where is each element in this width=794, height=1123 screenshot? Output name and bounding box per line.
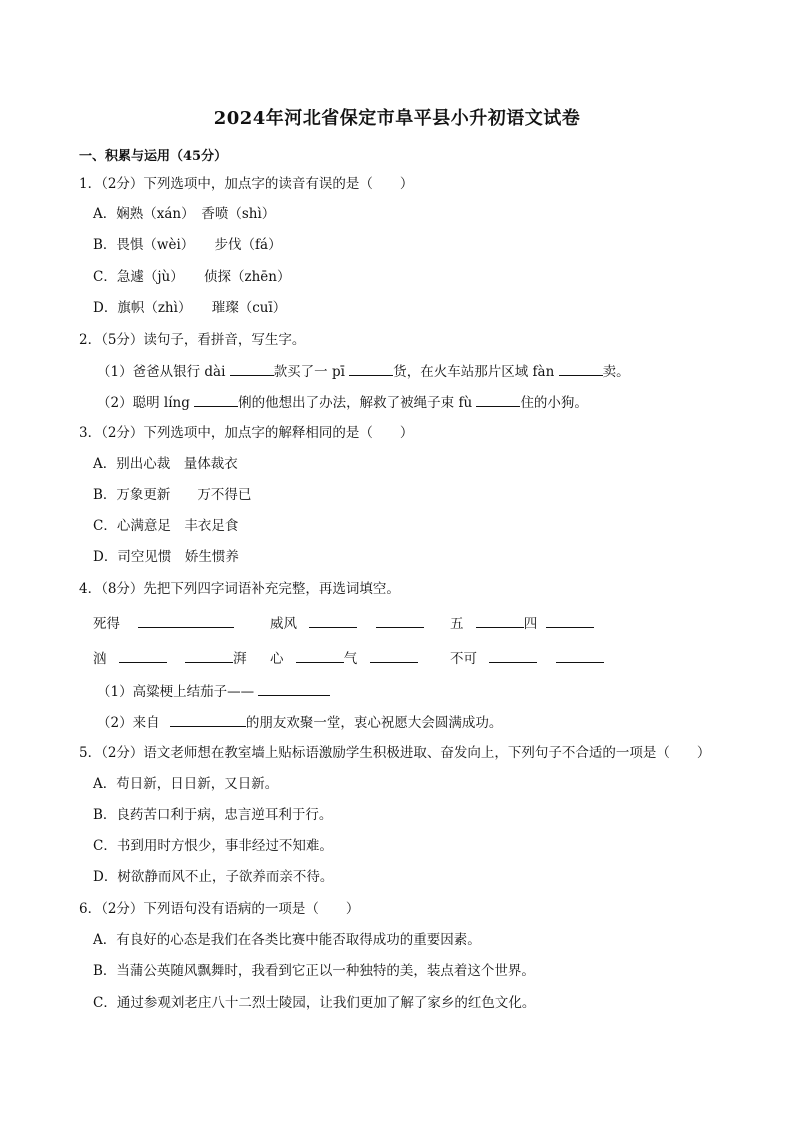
question-1-stem: 1．（2分）下列选项中，加点字的读音有误的是（ ）: [79, 176, 414, 192]
question-6-option-c: C．通过参观刘老庄八十二烈士陵园，让我们更加了解了家乡的红色文化。: [93, 995, 536, 1011]
answer-blank[interactable]: [489, 649, 537, 663]
question-2-stem: 2．（5分）读句子，看拼音，写生字。: [79, 332, 306, 348]
idiom-text: 四: [523, 616, 538, 632]
question-3-option-c: C．心满意足 丰衣足食: [93, 518, 239, 534]
question-1-option-a: A．娴熟（xán） 香喷（shì）: [93, 206, 276, 222]
answer-blank[interactable]: [296, 649, 344, 663]
question-5-option-d: D．树欲静而风不止，子欲养而亲不待。: [93, 869, 334, 885]
question-3-option-d: D．司空见惯 娇生惯养: [93, 549, 239, 565]
answer-blank[interactable]: [349, 362, 393, 376]
question-5-option-c: C．书到用时方恨少，事非经过不知难。: [93, 838, 333, 854]
text: 住的小狗。: [520, 395, 588, 411]
text: （2）聪明 líng: [97, 395, 190, 411]
idiom-row-1c: [450, 614, 594, 633]
answer-blank[interactable]: [376, 614, 424, 628]
question-2-sentence-2: [97, 393, 588, 412]
idiom-text: 汹: [93, 651, 107, 667]
page-title: 2024年河北省保定市阜平县小升初语文试卷: [213, 108, 581, 129]
text: 卖。: [602, 364, 630, 380]
answer-blank[interactable]: [546, 614, 594, 628]
idiom-row-1b: [270, 614, 424, 633]
idiom-row-2c: [450, 649, 604, 668]
question-1-option-c: C．急遽（jù） 侦探（zhēn）: [93, 269, 291, 285]
question-4-stem: 4．（8分）先把下列四字词语补充完整，再选词填空。: [79, 581, 400, 597]
question-5-stem: 5．（2分）语文老师想在教室墙上贴标语激励学生积极进取、奋发向上，下列句子不合适的一项是（ ）: [79, 745, 711, 761]
question-6-stem: 6．（2分）下列语句没有语病的一项是（ ）: [79, 901, 360, 917]
idiom-text: 不可: [450, 651, 477, 667]
text: 俐的他想出了办法，解救了被绳子束 fù: [238, 395, 473, 411]
question-4-sentence-2: [97, 713, 502, 732]
question-5-option-a: A．苟日新，日日新，又日新。: [93, 776, 279, 792]
question-4-sentence-1: [97, 682, 330, 701]
idiom-text: 威风: [270, 616, 297, 632]
answer-blank[interactable]: [309, 614, 357, 628]
idiom-row-1: [93, 614, 234, 633]
answer-blank[interactable]: [194, 393, 238, 407]
text: （1）爸爸从银行 dài: [97, 364, 226, 380]
idiom-text: 心: [270, 651, 284, 667]
question-2-sentence-1: [97, 362, 630, 381]
text: （1）高粱梗上结茄子——: [97, 684, 255, 700]
answer-blank[interactable]: [170, 713, 246, 727]
idiom-row-2: [93, 649, 247, 668]
idiom-text: 气: [343, 651, 358, 667]
text: （2）来自: [97, 715, 160, 731]
question-1-option-d: D．旗帜（zhì） 璀璨（cuī）: [93, 300, 287, 316]
idiom-text: 五: [450, 616, 464, 632]
answer-blank[interactable]: [370, 649, 418, 663]
answer-blank[interactable]: [258, 682, 330, 696]
answer-blank[interactable]: [185, 649, 233, 663]
answer-blank[interactable]: [556, 649, 604, 663]
text: 货，在火车站那片区域 fàn: [393, 364, 555, 380]
question-1-option-b: B．畏惧（wèi） 步伐（fá）: [93, 237, 282, 253]
answer-blank[interactable]: [559, 362, 603, 376]
answer-blank[interactable]: [119, 649, 167, 663]
question-6-option-a: A．有良好的心态是我们在各类比赛中能否取得成功的重要因素。: [93, 932, 481, 948]
idiom-text: 死得: [93, 616, 120, 632]
question-6-option-b: B．当蒲公英随风飘舞时，我看到它正以一种独特的美，装点着这个世界。: [93, 963, 535, 979]
question-3-option-b: B．万象更新 万不得已: [93, 487, 252, 503]
answer-blank[interactable]: [138, 614, 234, 628]
section-heading: 一、积累与运用（45分）: [79, 149, 228, 164]
text: 款买了一 pī: [273, 364, 345, 380]
answer-blank[interactable]: [230, 362, 274, 376]
answer-blank[interactable]: [476, 393, 520, 407]
question-3-option-a: A．别出心裁 量体裁衣: [93, 456, 238, 472]
idiom-row-2b: [270, 649, 418, 668]
idiom-text: 湃: [233, 651, 247, 667]
text: 的朋友欢聚一堂，衷心祝愿大会圆满成功。: [245, 715, 503, 731]
answer-blank[interactable]: [476, 614, 524, 628]
question-5-option-b: B．良药苦口利于病，忠言逆耳利于行。: [93, 807, 333, 823]
question-3-stem: 3．（2分）下列选项中，加点字的解释相同的是（ ）: [79, 425, 414, 441]
